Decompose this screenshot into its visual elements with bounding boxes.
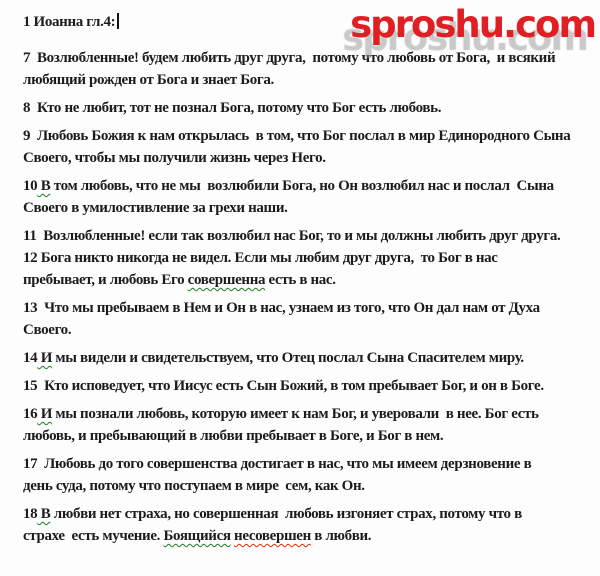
text-line	[23, 175, 586, 197]
verse-18-paragraph	[23, 503, 586, 547]
text-line	[23, 319, 586, 341]
verse-17-paragraph	[23, 453, 586, 497]
text-segment: 8 Кто не любит, тот не познал Бога, потому что Бог есть любовь.	[23, 100, 442, 116]
text-segment: мы видели и свидетельствуем, что Отец послал Сына Спасителем миру.	[52, 350, 524, 366]
text-segment: 14	[23, 350, 38, 366]
spelling-flagged-word: несовершен	[234, 528, 311, 544]
chapter-heading: 1 Иоанна гл.4:	[23, 14, 116, 30]
text-segment: 10	[23, 178, 38, 194]
text-segment: Своего, чтобы мы получили жизнь через Него.	[23, 150, 326, 166]
text-cursor	[117, 13, 119, 29]
text-line	[23, 403, 586, 425]
text-line	[23, 297, 586, 319]
text-segment: пребывает, и любовь Его	[23, 272, 188, 288]
text-line	[23, 247, 586, 269]
text-segment: 17 Любовь до того совершенства достигает в нас, что мы имеем дерзновение в	[23, 456, 532, 472]
verse-13-paragraph	[23, 297, 586, 341]
grammar-flagged-word: В	[37, 178, 51, 194]
text-segment: 11 Возлюбленные! если так возлюбил нас Бог, то и мы должны любить друг друга.	[23, 228, 561, 244]
text-segment: любящий рожден от Бога и знает Бога.	[23, 72, 274, 88]
watermark: sproshu.com	[350, 3, 595, 46]
text-line	[23, 525, 586, 547]
verse-10-paragraph	[23, 175, 586, 219]
text-line	[23, 125, 586, 147]
grammar-flagged-word: И	[37, 350, 53, 366]
verse-15-paragraph	[23, 375, 586, 397]
text-line	[23, 197, 586, 219]
verse-7-paragraph	[23, 47, 586, 91]
text-line	[23, 375, 586, 397]
verse-16-paragraph	[23, 403, 586, 447]
text-segment: любви нет страха, но совершенная любовь изгоняет страх, потому что в	[50, 506, 522, 522]
text-line	[23, 47, 586, 69]
text-line	[23, 269, 586, 291]
grammar-flagged-word: И	[37, 406, 53, 422]
grammar-flagged-word: Боящийся	[163, 528, 231, 544]
verse-9-paragraph	[23, 125, 586, 169]
text-segment: 7 Возлюбленные! будем любить друг друга, потому что любовь от Бога, и всякий	[23, 50, 556, 66]
text-line	[23, 147, 586, 169]
text-line	[23, 453, 586, 475]
text-line	[23, 347, 586, 369]
grammar-flagged-word: В	[37, 506, 51, 522]
text-segment: 16	[23, 406, 38, 422]
text-line	[23, 69, 586, 91]
text-segment: любовь, и пребывающий в любви пребывает в Боге, и Бог в нем.	[23, 428, 444, 444]
text-line	[23, 475, 586, 497]
text-line	[23, 425, 586, 447]
verse-14-paragraph	[23, 347, 586, 369]
text-line	[23, 225, 586, 247]
text-segment: день суда, потому что поступаем в мире сем, как Он.	[23, 478, 365, 494]
text-segment: 18	[23, 506, 38, 522]
text-segment: 15 Кто исповедует, что Иисус есть Сын Божий, в том пребывает Бог, и он в Боге.	[23, 378, 544, 394]
text-line	[23, 97, 586, 119]
text-segment: страхе есть мучение.	[23, 528, 164, 544]
text-segment: в любви.	[310, 528, 372, 544]
text-segment: Своего в умилостивление за грехи наши.	[23, 200, 288, 216]
verse-11-12-paragraph	[23, 225, 586, 291]
grammar-flagged-word: совершенна	[187, 272, 266, 288]
text-segment: том любовь, что не мы возлюбили Бога, но Он возлюбил нас и послал Сына	[50, 178, 554, 194]
text-segment: есть в нас.	[265, 272, 336, 288]
text-segment: 13 Что мы пребываем в Нем и Он в нас, узнаем из того, что Он дал нам от Духа	[23, 300, 540, 316]
text-segment: 12 Бога никто никогда не видел. Если мы любим друг друга, то Бог в нас	[23, 250, 498, 266]
verse-8-paragraph	[23, 97, 586, 119]
text-line	[23, 503, 586, 525]
text-segment: Своего.	[23, 322, 72, 338]
text-segment: 9 Любовь Божия к нам открылась в том, что Бог послал в мир Единородного Сына	[23, 128, 571, 144]
text-segment: мы познали любовь, которую имеет к нам Бог, и уверовали в нее. Бог есть	[52, 406, 539, 422]
